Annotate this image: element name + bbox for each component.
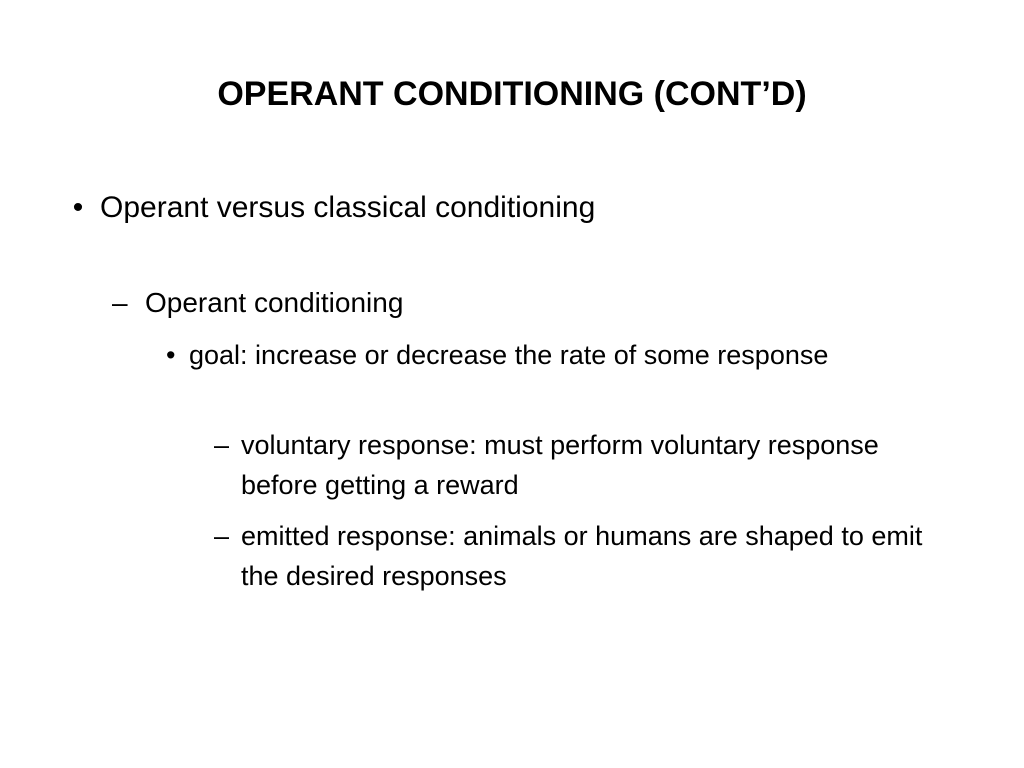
slide-title: OPERANT CONDITIONING (CONT’D) xyxy=(217,75,807,113)
dash-marker: – xyxy=(214,430,230,460)
dash-marker: – xyxy=(112,287,128,318)
bullet-text: voluntary response: must perform voluntary response before getting a reward xyxy=(241,430,879,500)
bullet-text: emitted response: animals or humans are shaped to emit the desired responses xyxy=(241,521,923,591)
bullet-text: Operant versus classical conditioning xyxy=(100,191,596,224)
bullet-level-3 xyxy=(166,335,886,375)
dash-marker: – xyxy=(214,521,230,551)
bullet-text: goal: increase or decrease the rate of some response xyxy=(189,340,829,370)
bullet-level-2 xyxy=(112,284,972,322)
bullet-marker: • xyxy=(72,191,84,224)
bullet-level-4 xyxy=(214,516,934,596)
bullet-marker: • xyxy=(166,340,176,370)
bullet-text: Operant conditioning xyxy=(145,287,404,318)
bullet-level-1 xyxy=(56,188,986,228)
bullet-level-4 xyxy=(214,425,934,505)
